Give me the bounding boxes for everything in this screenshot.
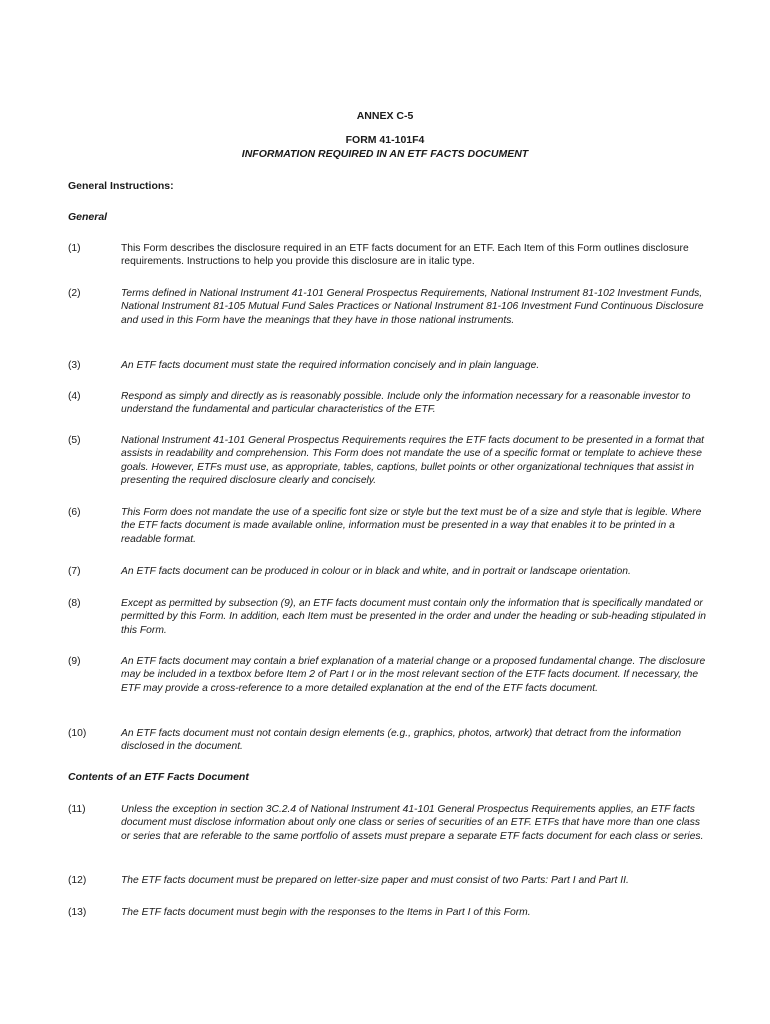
item-number: (6) [68, 507, 81, 518]
item-text: National Instrument 41-101 General Prospectus Requirements requires the ETF facts document to be presented in a format that assists in readability and comprehension. This Form does not mandate the use of a specific format or template to achieve these goals. However, ETFs must use, as appropriate, tables, captions, bullet points or other organizational techniques that assist in presenting the required disclosure clearly and concisely. [121, 435, 705, 487]
item-text: Respond as simply and directly as is reasonably possible. Include only the information necessary for a reasonable investor to understand the fundamental and particular characteristics of the ETF. [121, 391, 691, 416]
item-text: The ETF facts document must be prepared on letter-size paper and must consist of two Parts: Part I and Part II. [121, 875, 629, 886]
item-text: Terms defined in National Instrument 41-101 General Prospectus Requirements, National Instrument 81-102 Investment Funds, National Instrument 81-105 Mutual Fund Sales Practices or National Instrument 81-106 Investment Fund Continuous Disclosure and used in this Form have the meanings that they have in those national instruments. [121, 288, 704, 326]
item-text: Except as permitted by subsection (9), an ETF facts document must contain only the information that is specifically mandated or permitted by this Form. In addition, each Item must be presented in the order and under the heading or sub-heading stipulated in this Form. [121, 598, 706, 636]
item-number: (10) [68, 728, 87, 739]
item-number: (1) [68, 243, 81, 254]
item-number: (5) [68, 435, 81, 446]
general-subheading: General [68, 211, 108, 223]
item-number: (2) [68, 288, 81, 299]
form-title: INFORMATION REQUIRED IN AN ETF FACTS DOCUMENT [241, 148, 529, 160]
item-text: An ETF facts document may contain a brief explanation of a material change or a proposed fundamental change. The disclosure may be included in a textbox before Item 2 of Part I or in the most relevant section of the ETF facts document. If necessary, the ETF may provide a cross-reference to a more detailed explanation at the end of the ETF facts document. [121, 656, 706, 694]
contents-heading: Contents of an ETF Facts Document [68, 771, 249, 783]
item-text: This Form describes the disclosure required in an ETF facts document for an ETF. Each Item of this Form outlines disclosure requirements. Instructions to help you provide this disclosure are in italic type. [121, 243, 689, 268]
annex-label: ANNEX C-5 [356, 110, 414, 122]
item-text: An ETF facts document must not contain design elements (e.g., graphics, photos, artwork) that detract from the information disclosed in the document. [121, 728, 682, 753]
item-text: Unless the exception in section 3C.2.4 of National Instrument 41-101 General Prospectus Requirements applies, an ETF facts document must disclose information about only one class or series of securities of an ETF. ETFs that have more than one class or series that are referable to the same portfolio of assets must prepare a separate ETF facts document for each class or series. [121, 804, 704, 842]
form-number: FORM 41-101F4 [345, 134, 425, 146]
item-text: An ETF facts document must state the required information concisely and in plain language. [121, 360, 540, 371]
item-number: (9) [68, 656, 81, 667]
general-instructions-heading: General Instructions: [68, 180, 174, 192]
item-number: (12) [68, 875, 87, 886]
item-text: An ETF facts document can be produced in colour or in black and white, and in portrait or landscape orientation. [121, 566, 631, 577]
item-text: The ETF facts document must begin with the responses to the Items in Part I of this Form. [121, 907, 531, 918]
item-number: (11) [68, 804, 86, 815]
item-text: This Form does not mandate the use of a specific font size or style but the text must be of a size and style that is legible. Where the ETF facts document is made available online, information must be presented in a way that enables it to be printed in a readable format. [121, 507, 702, 545]
item-number: (13) [68, 907, 87, 918]
item-number: (4) [68, 391, 81, 402]
item-number: (3) [68, 360, 81, 371]
item-number: (7) [68, 566, 81, 577]
item-number: (8) [68, 598, 81, 609]
